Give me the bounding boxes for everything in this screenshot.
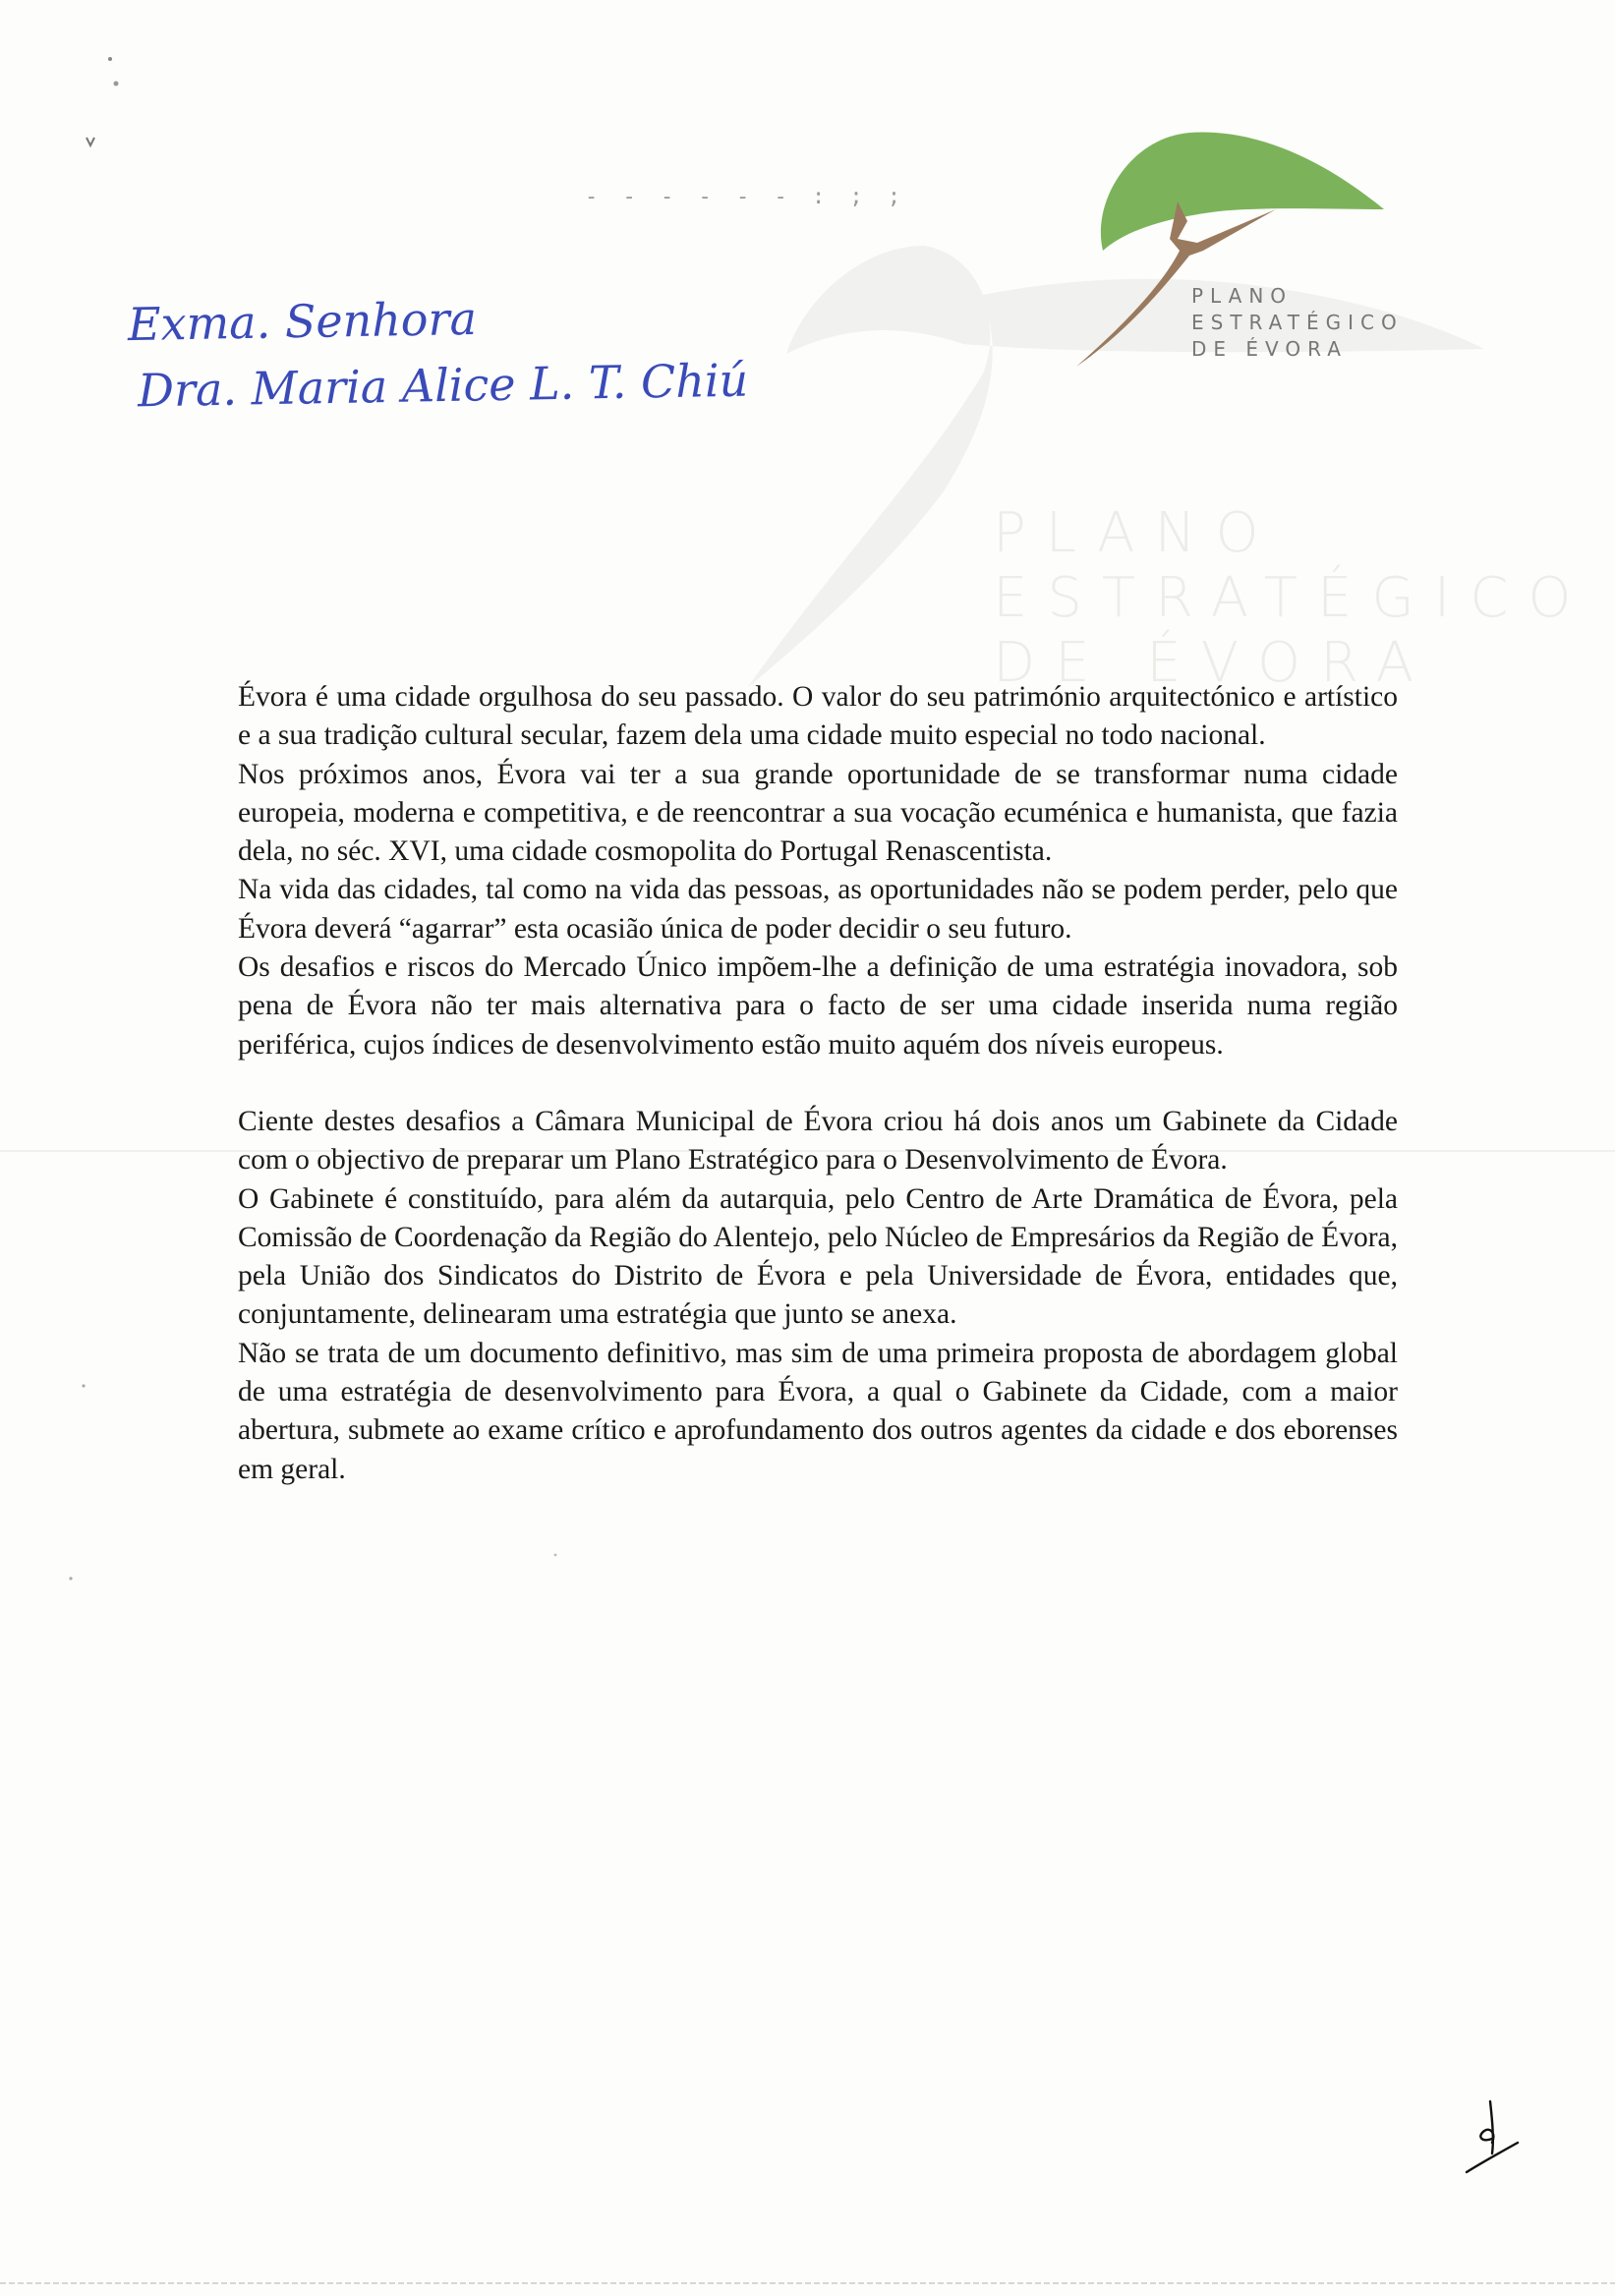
paragraph-6: O Gabinete é constituído, para além da autarquia, pelo Centro de Arte Dramática de Évora, pela Comissão de Coordenação da Região do Alentejo, pelo Núcleo de Empresários da Região de Évora, pela União dos Sindicatos do Distrito de Évora e pela Universidade de Évora, entidades que, conjuntamente, delinearam uma estratégia que junto se anexa. [238,1182,1398,1331]
paragraph-3: Na vida das cidades, tal como na vida das pessoas, as oportunidades não se podem perder, pelo que Évora deverá “agarrar” esta ocasião única de poder decidir o seu futuro. [238,874,1398,945]
paragraph-4: Os desafios e riscos do Mercado Único impõem-lhe a definição de uma estratégia inovadora, sob pena de Évora não ter mais alternativa para o facto de ser uma cidade inserida numa região periférica, cujos índices de desenvolvimento estão muito aquém dos níveis europeus. [238,951,1398,1061]
logo-line-1: PLANO [1191,284,1294,308]
paragraph-5: Ciente destes desafios a Câmara Municipal de Évora criou há dois anos um Gabinete da Cidade com o objectivo de preparar um Plano Estratégico para o Desenvolvimento de Évora. [238,1105,1398,1177]
handwritten-salutation-line-2: Dra. Maria Alice L. T. Chiú [137,353,749,418]
paragraph-2: Nos próximos anos, Évora vai ter a sua grande oportunidade de se transformar numa cidade europeia, moderna e competitiva, e de reencontrar a sua vocação ecuménica e humanista, que fazia dela, no séc. XVI, uma cidade cosmopolita do Portugal Renascentista. [238,758,1398,868]
handwritten-salutation-line-1: Exma. Senhora [127,291,478,352]
stamp-marks: - - - - - - : ; ; [585,185,907,209]
logo-line-3: DE ÉVORA [1191,337,1348,361]
watermark-line-3: DE ÉVORA [993,631,1434,695]
watermark-line-2: ESTRATÉGICO [993,566,1591,630]
logo-line-2: ESTRATÉGICO [1191,311,1404,334]
paragraph-7: Não se trata de um documento definitivo, mas sim de uma primeira proposta de abordagem global de uma estratégia de desenvolvimento para Évora, a qual o Gabinete da Cidade, com a maior abertura, submete ao exame crítico e aprofundamento dos outros agentes da cidade e dos eborenses em geral. [238,1337,1398,1485]
watermark-line-1: PLANO [993,501,1279,565]
scan-bottom-edge [0,2278,1615,2288]
paragraph-1: Évora é uma cidade orgulhosa do seu passado. O valor do seu património arquitectónico e artístico e a sua tradição cultural secular, fazem dela uma cidade muito especial no todo nacional. [238,681,1398,752]
